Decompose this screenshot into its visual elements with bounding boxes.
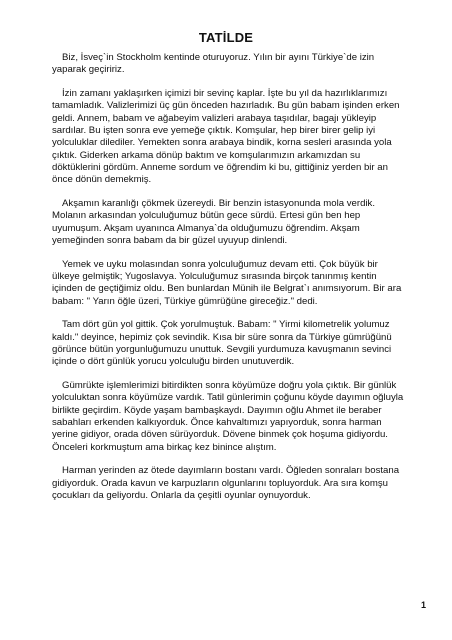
paragraph: Tam dört gün yol gittik. Çok yorulmuştuk. Babam: " Yirmi kilometrelik yolumuz kaldı." deyince, hepimiz çok sevindik. Kısa bir süre sonra da Türkiye gümrüğünü görünce bütün yorgunluğumuzu unuttuk. Sevgili yurdumuza kavuşmanın sevinci içinde o dört günlük yorucu yolculuğu birden unutuverdik. [52,319,392,368]
paragraph: Biz, İsveç`in Stockholm kentinde oturuyoruz. Yılın bir ayını Türkiye`de izin yaparak geçiririz. [52,52,375,76]
paragraph: Yemek ve uyku molasından sonra yolculuğumuz devam etti. Çok büyük bir ülkeye gelmiştik; Yugoslavya. Yolculuğumuz sırasında birçok tanınmış kentin içinden de geçtiğimiz oldu. Ben bunlardan Münih ile Belgrat`ı anımsıyorum. Bir ara babam: " Yarın öğle üzeri, Türkiye gümrüğüne gireceğiz." dedi. [52,258,402,307]
document-body [52,52,406,514]
paragraph: Akşamın karanlığı çökmek üzereydi. Bir benzin istasyonunda mola verdik. Molanın arkasından yolculuğumuz bütün gece sürdü. Ertesi gün ben hep uyumuşum. Akşam uyanınca Almanya`da olduğumuzu öğrendim. Akşam yemeğinden sonra babam da bir güzel uyuyup dinlendi. [52,197,376,246]
page-number: 1 [420,600,426,610]
paragraph: Harman yerinden az ötede dayımların bostanı vardı. Öğleden sonraları bostana gidiyorduk. Orada kavun ve karpuzların olgunlarını topluyorduk. Ara sıra komşu çocukları da geliyordu. Onlarla da çeşitli oyunlar oynuyorduk. [52,465,400,501]
paragraph: Gümrükte işlemlerimizi bitirdikten sonra köyümüze doğru yola çıktık. Bir günlük yolculuktan sonra köyümüze vardık. Tatil günlerimin çoğunu köyde dayımın oğluyla birlikte geçirdim. Köyde yaşam bambaşkaydı. Dayımın oğlu Ahmet ile beraber sabahları erkenden kalkıyorduk. Önce kahvaltımızı yapıyorduk, sonra harman yerine gidiyor, orada döven sürüyorduk. Dövene binmek çok hoşuma gidiyordu. Önceleri korkmuştum ama birkaç kez binince alıştım. [52,380,404,453]
paragraph: İzin zamanı yaklaşırken içimizi bir sevinç kaplar. İşte bu yıl da hazırlıklarımızı tamamladık. Valizlerimizi üç gün önceden hazırladık. Bu gün babam işinden erken geldi. Annem, babam ve ağabeyim valizleri arabaya taşıdılar, bagajı yükleyip sardılar. Bu işten sonra eve yemeğe çıktık. Komşular, hep birer birer gelip iyi yolculuklar dilediler. Yemekten sonra arabaya bindik, korna sesleri arasında yola çıktık. Giderken arkama dönüp baktım ve komşularımızın arkamızdan su döktüklerini gördüm. Anneme sordum ve öğrendim ki bu, gittiğiniz yerden bir an önce dönün demekmiş. [52,88,400,186]
document-title: TATİLDE [198,30,254,45]
